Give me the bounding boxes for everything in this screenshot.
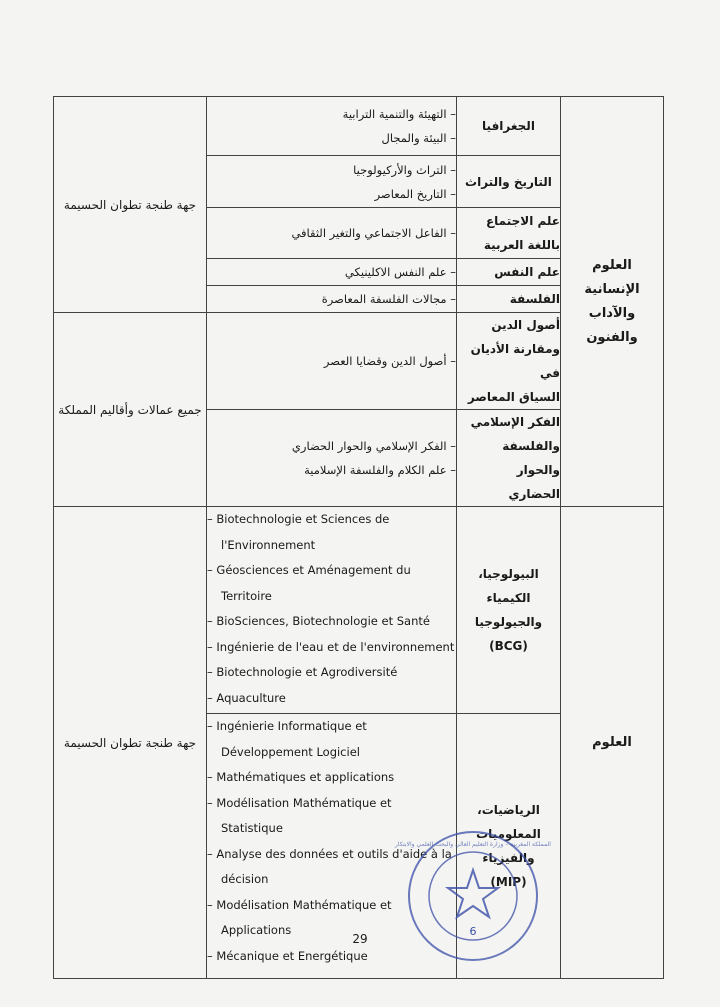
filiere-cell: الفلسفة — [457, 286, 561, 313]
specialization-cell: – أصول الدين وقضايا العصر — [207, 313, 457, 410]
official-stamp — [395, 828, 551, 964]
specialization-cell: – الفكر الإسلامي والحوار الحضاري – علم الكلام والفلسفة الإسلامية — [207, 410, 457, 507]
filiere-cell: الرياضيات، المعلوميات والفيزياء (MIP) — [457, 714, 561, 979]
specialization-cell: – الفاعل الاجتماعي والتغير الثقافي — [207, 208, 457, 259]
region-cell: جهة طنجة تطوان الحسيمة — [54, 507, 207, 979]
table-row — [54, 507, 664, 714]
filiere-cell: الجغرافيا — [457, 97, 561, 156]
specialization-cell: – مجالات الفلسفة المعاصرة — [207, 286, 457, 313]
region-cell: جهة طنجة تطوان الحسيمة — [54, 97, 207, 313]
table-row — [54, 97, 664, 156]
specialization-cell: – علم النفس الاكلينيكي — [207, 259, 457, 286]
specialization-cell: – التهيئة والتنمية الترابية – البيئة والمجال — [207, 97, 457, 156]
specialization-cell: – Ingénierie Informatique et Développement Logiciel – Mathématiques et applications – Modélisation Mathématique et Statistique – Analyse des données et outils d'aide à la décision – Modélisation Mathématique et Applications – Mécanique et Energétique — [207, 714, 457, 979]
specializations-table — [53, 96, 664, 979]
filiere-cell: علم النفس — [457, 259, 561, 286]
page-number: 29 — [352, 932, 368, 946]
filiere-cell: علم الاجتماع باللغة العربية — [457, 208, 561, 259]
filiere-cell: التاريخ والتراث — [457, 156, 561, 208]
filiere-cell: البيولوجيا، الكيمياء والجيولوجيا (BCG) — [457, 507, 561, 714]
stamp-number: 6 — [469, 925, 477, 938]
region-cell: جميع عمالات وأقاليم المملكة — [54, 313, 207, 507]
stamp-text: المملكة المغربية – وزارة التعليم العالي والبحث العلمي والابتكار — [395, 841, 551, 848]
specialization-cell: – Biotechnologie et Sciences de l'Environnement – Géosciences et Aménagement du Territoire – BioSciences, Biotechnologie et Santé – Ingénierie de l'eau et de l'environnement – Biotechnologie et Agrodiversité – Aquaculture — [207, 507, 457, 714]
specialization-cell: – التراث والأركيولوجيا – التاريخ المعاصر — [207, 156, 457, 208]
filiere-cell: أصول الدين ومقارنة الأديان في السياق المعاصر — [457, 313, 561, 410]
field-cell-humanities: العلوم الإنسانية والآداب والفنون — [561, 97, 664, 507]
filiere-cell: الفكر الإسلامي والفلسفة والحوار الحضاري — [457, 410, 561, 507]
field-cell-sciences: العلوم — [561, 507, 664, 979]
star-icon — [448, 870, 498, 917]
